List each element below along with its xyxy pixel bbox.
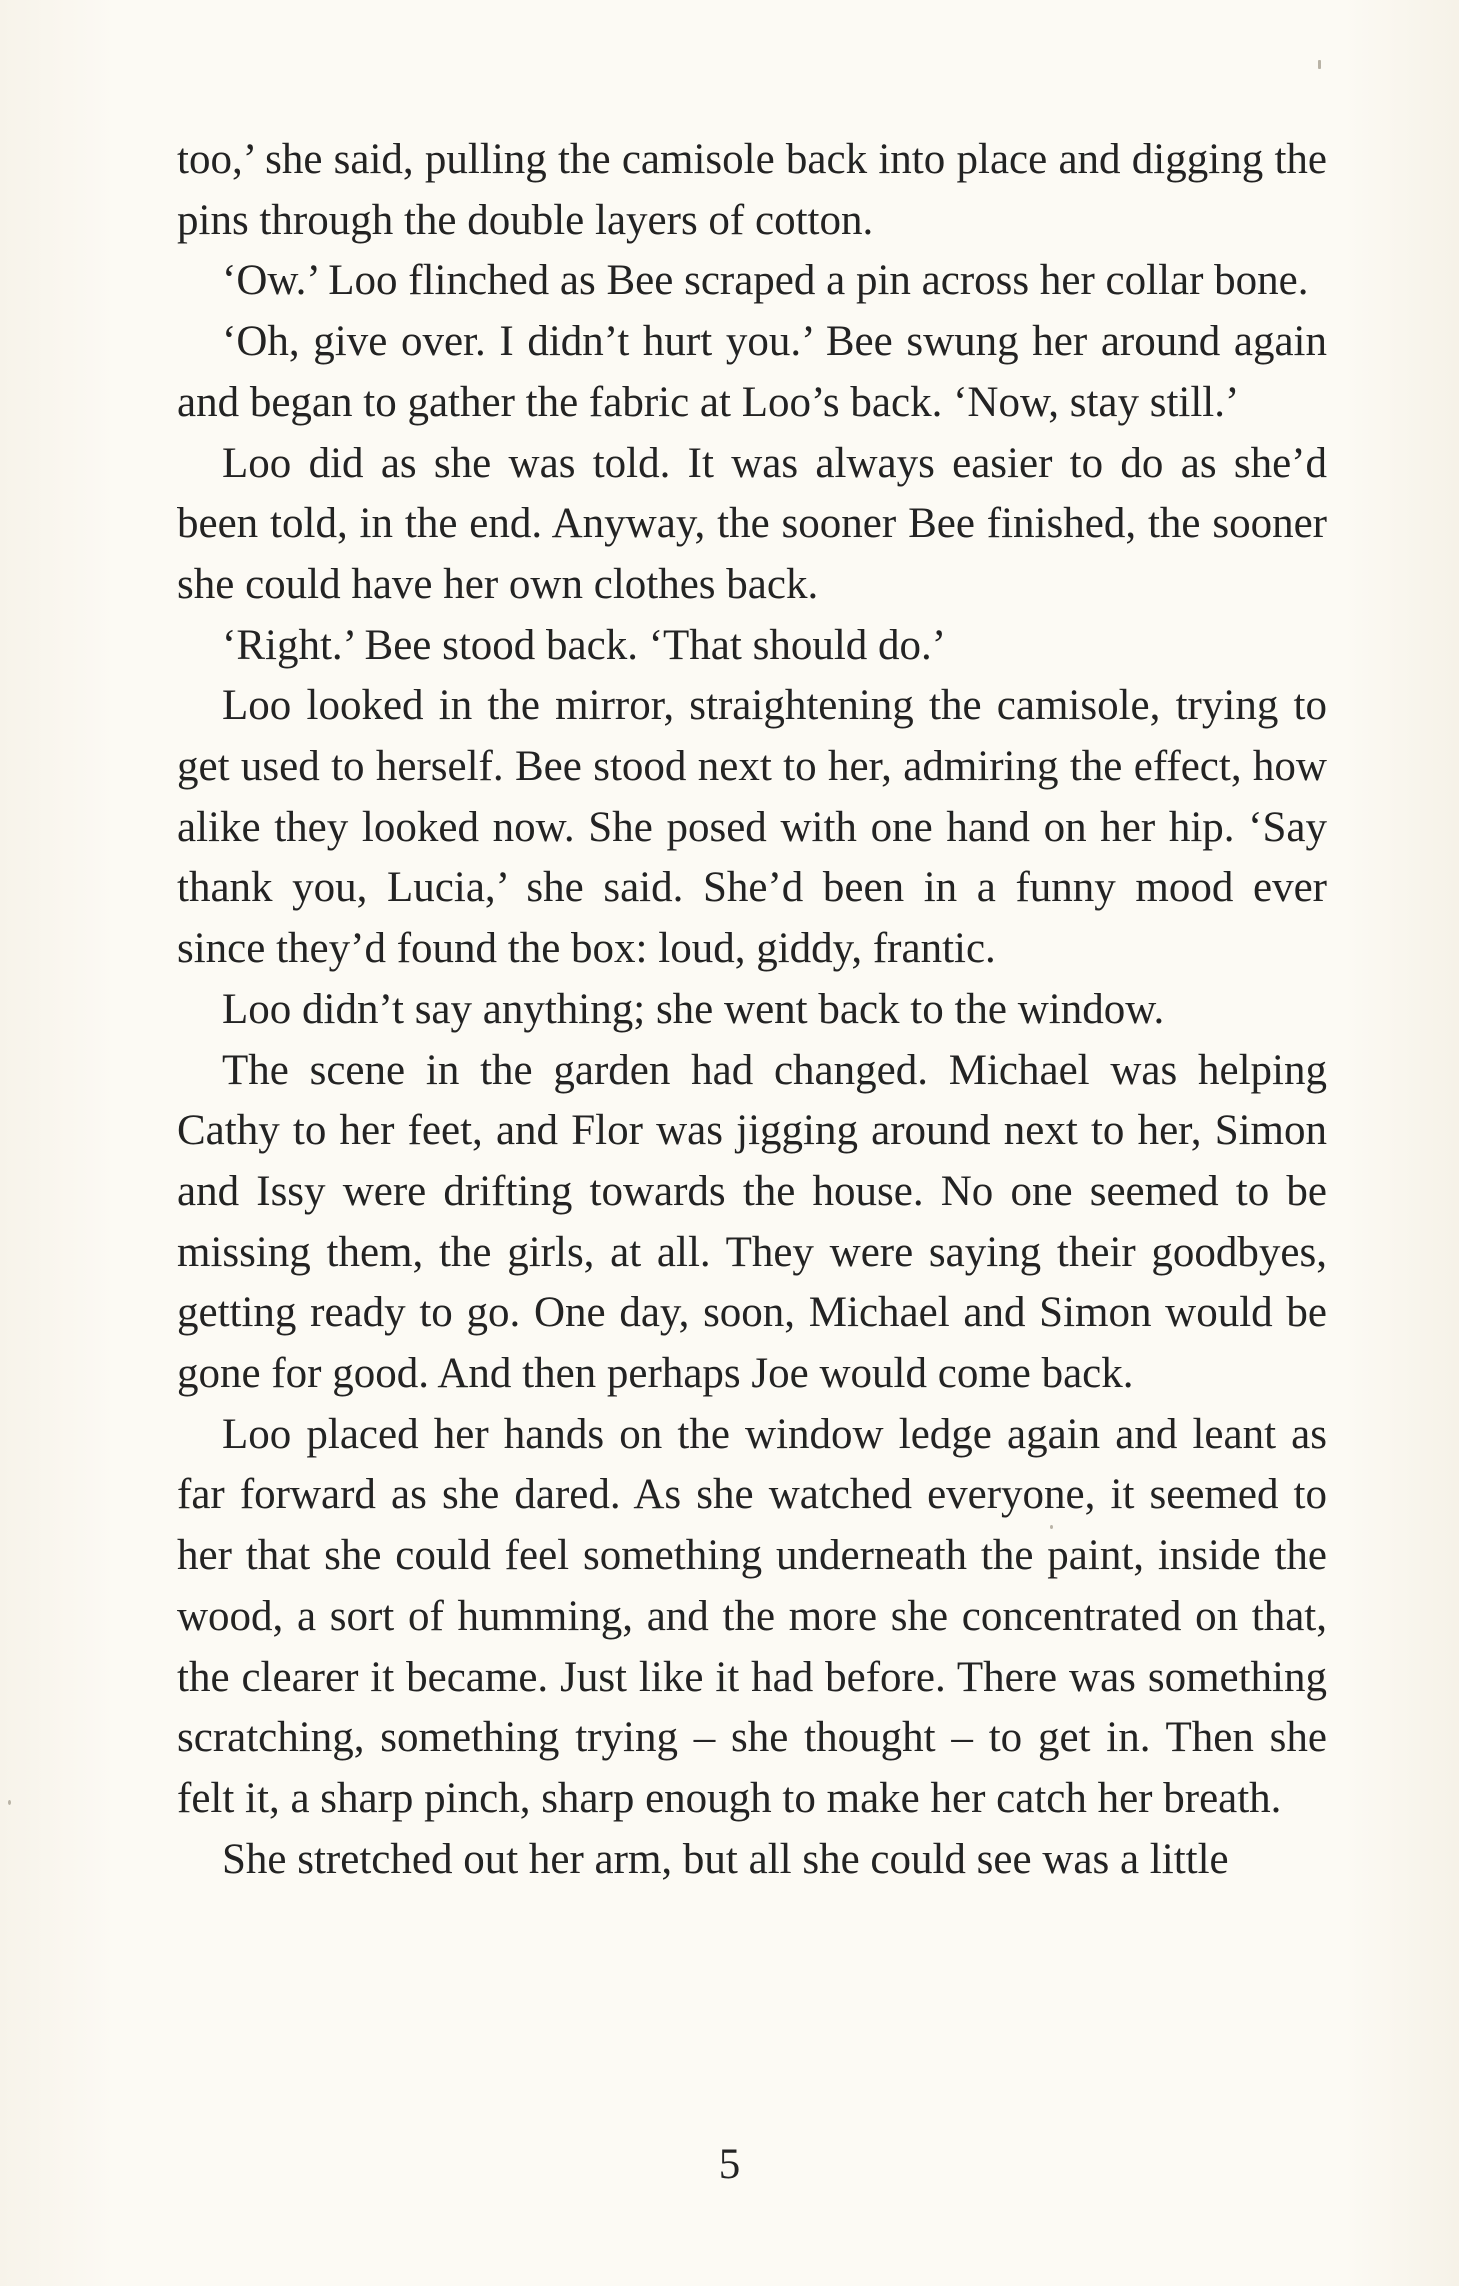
- paragraph: Loo did as she was told. It was always easier to do as she’d been told, in the end. Anyway, the sooner Bee finished, the sooner she could have her own clothes back.: [177, 439, 1327, 608]
- paragraph: Loo looked in the mirror, straightening the camisole, trying to get used to herself. Bee stood next to her, admiring the effect, how alike they looked now. She posed with one hand on her hip. ‘Say thank you, Lucia,’ she said. She’d been in a funny mood ever since they’d found the box: loud, giddy, frantic.: [177, 682, 1327, 973]
- page-number: 5: [718, 2141, 741, 2188]
- paper-speck: [1050, 1525, 1053, 1529]
- body-text: [177, 130, 1327, 1890]
- paper-speck: [1318, 60, 1321, 69]
- paragraph: Loo placed her hands on the window ledge again and leant as far forward as she dared. As she watched everyone, it seemed to her that she could feel something underneath the paint, inside the wood, a sort of humming, and the more she concentrated on that, the clearer it became. Just like it had before. There was something scratching, something trying – she thought – to get in. Then she felt it, a sharp pinch, sharp enough to make her catch her breath.: [177, 1410, 1327, 1822]
- paragraph: The scene in the garden had changed. Michael was helping Cathy to her feet, and Flor was jigging around next to her, Simon and Issy were drifting towards the house. No one seemed to be missing them, the girls, at all. They were saying their goodbyes, getting ready to go. One day, soon, Michael and Simon would be gone for good. And then perhaps Joe would come back.: [177, 1046, 1327, 1398]
- paragraph: Loo didn’t say anything; she went back to the window.: [222, 985, 1165, 1033]
- paragraph: ‘Right.’ Bee stood back. ‘That should do.’: [222, 621, 947, 669]
- paragraph: ‘Oh, give over. I didn’t hurt you.’ Bee swung her around again and began to gather the fabric at Loo’s back. ‘Now, stay still.’: [177, 318, 1327, 426]
- paragraph: too,’ she said, pulling the camisole back into place and digging the pins through the double layers of cotton.: [177, 136, 1327, 244]
- paragraph: She stretched out her arm, but all she could see was a little: [222, 1835, 1229, 1883]
- paragraph: ‘Ow.’ Loo flinched as Bee scraped a pin across her collar bone.: [222, 257, 1309, 305]
- paper-speck: [8, 1800, 11, 1805]
